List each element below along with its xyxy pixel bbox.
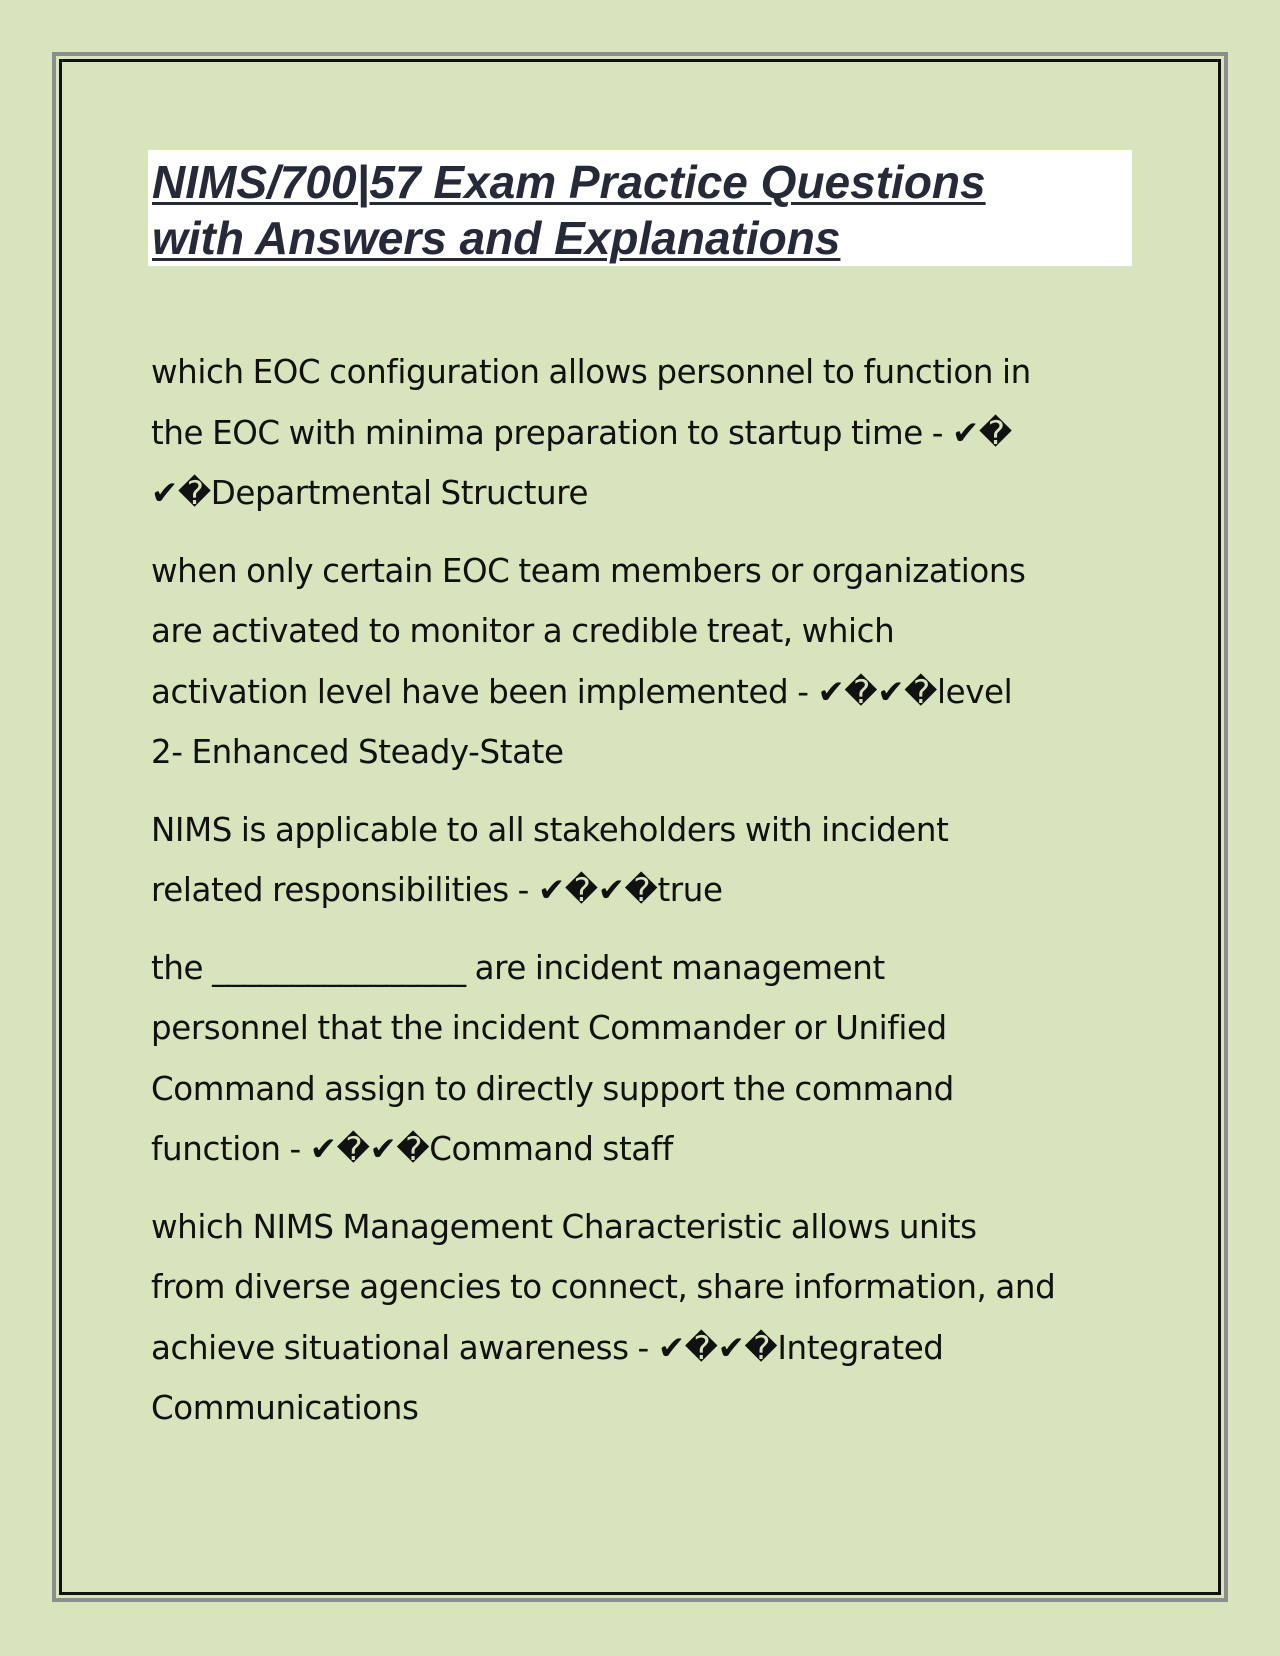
- question-item-4: [151, 938, 1151, 1180]
- text-line: Command assign to directly support the command: [151, 1069, 954, 1108]
- text-line: personnel that the incident Commander or Unified: [151, 1009, 947, 1047]
- text-line: the ________________ are incident management: [151, 948, 885, 987]
- title-box: [148, 150, 1132, 266]
- text-line: from diverse agencies to connect, share information, and: [151, 1268, 1056, 1306]
- text-line: activation level have been implemented - ✔�✔�level: [151, 672, 1013, 711]
- text-line: ✔�Departmental Structure: [151, 474, 589, 512]
- text-line: which NIMS Management Characteristic allows units: [151, 1207, 977, 1246]
- text-line: the EOC with minima preparation to startup time - ✔�: [151, 413, 1012, 452]
- text-line: function - ✔�✔�Command staff: [151, 1130, 673, 1168]
- text-line: related responsibilities - ✔�✔�true: [151, 871, 723, 909]
- question-item-1: [151, 342, 1151, 524]
- question-item-3: [151, 800, 1151, 921]
- text-line: which EOC configuration allows personnel to function in: [151, 353, 1031, 391]
- title-line-2: with Answers and Explanations: [152, 212, 841, 264]
- title-line-1: NIMS/700|57 Exam Practice Questions: [152, 156, 986, 208]
- text-line: NIMS is applicable to all stakeholders with incident: [151, 810, 949, 849]
- text-line: Communications: [151, 1389, 419, 1427]
- document-body: [151, 342, 1151, 1456]
- text-line: 2- Enhanced Steady-State: [151, 733, 564, 771]
- text-line: are activated to monitor a credible treat, which: [151, 612, 895, 650]
- text-line: when only certain EOC team members or organizations: [151, 551, 1026, 590]
- question-item-2: [151, 541, 1151, 783]
- question-item-5: [151, 1197, 1151, 1439]
- text-line: achieve situational awareness - ✔�✔�Integrated: [151, 1328, 944, 1367]
